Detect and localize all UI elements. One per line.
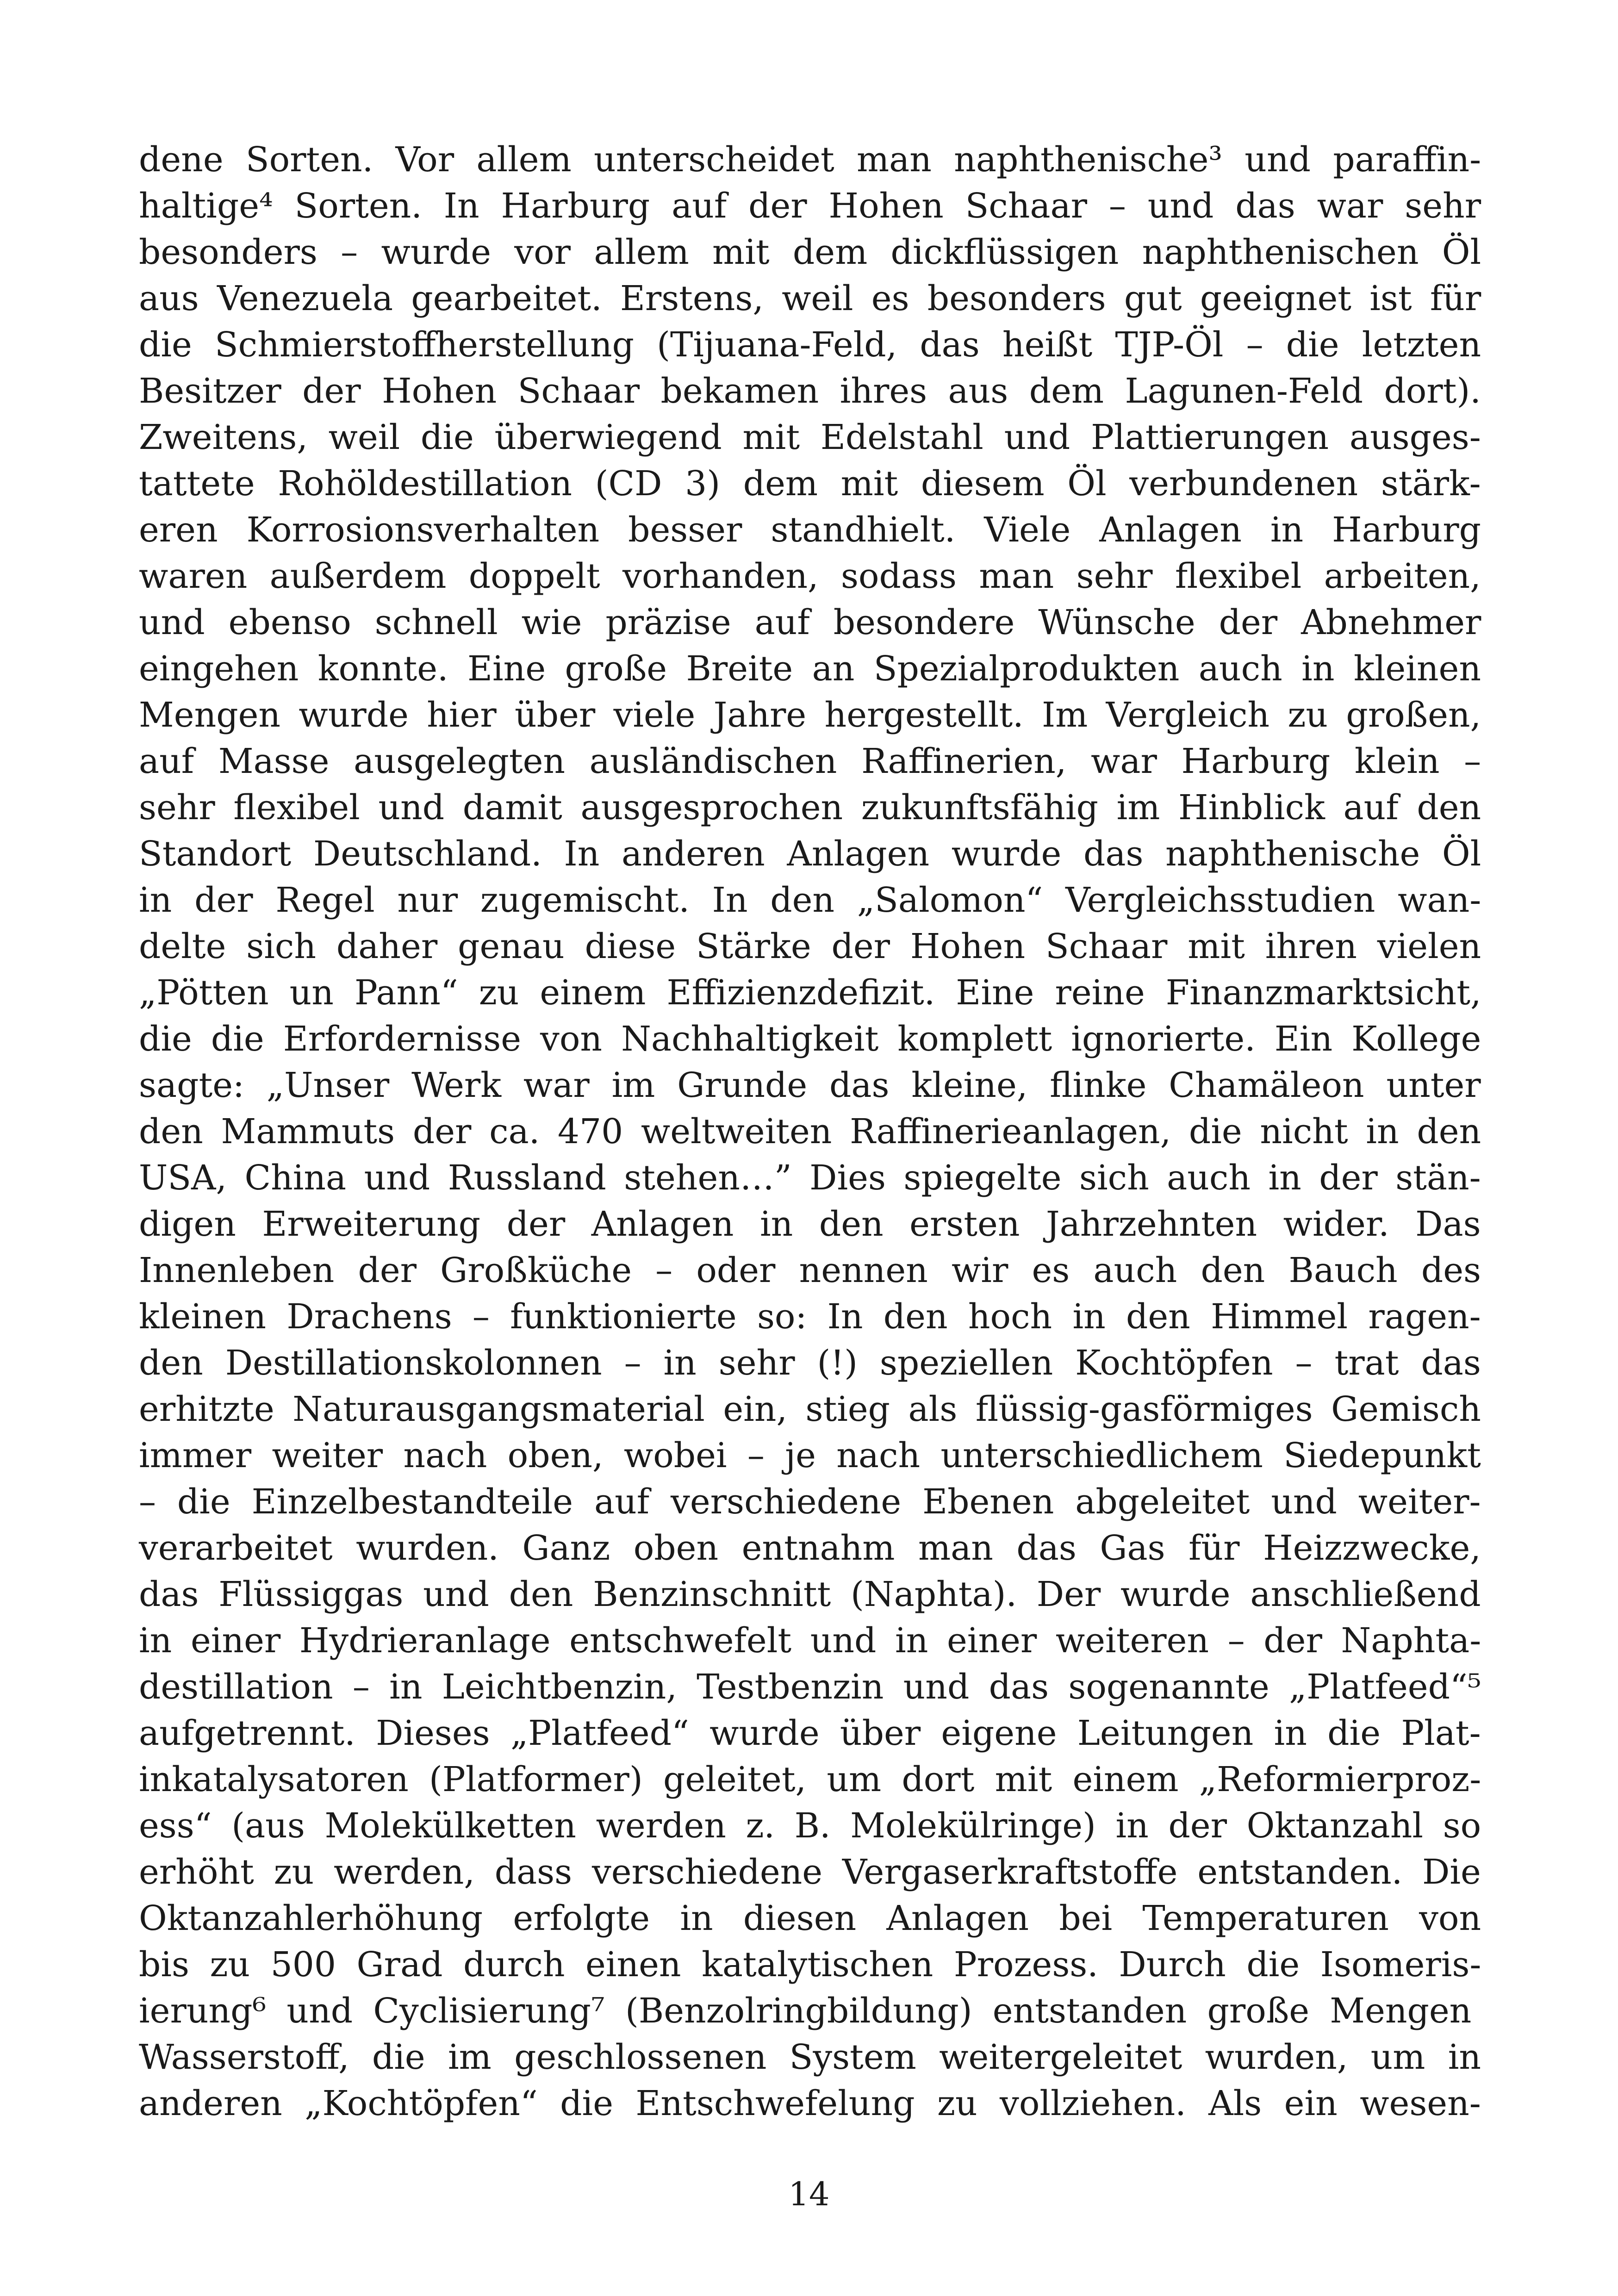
text-line: waren außerdem doppelt vorhanden, sodass man sehr flexibel arbeiten, [139,556,1481,596]
text-line: digen Erweiterung der Anlagen in den ersten Jahrzehnten wider. Das [139,1204,1481,1244]
text-line: den Destillationskolonnen – in sehr (!) speziellen Kochtöpfen – trat das [139,1343,1481,1383]
text-line: Mengen wurde hier über viele Jahre hergestellt. Im Vergleich zu großen, [139,695,1481,735]
text-line: immer weiter nach oben, wobei – je nach unterschiedlichem Siedepunkt [139,1436,1481,1475]
text-line: Wasserstoff, die im geschlossenen System weitergeleitet wurden, um in [139,2037,1481,2077]
text-line: erhöht zu werden, dass verschiedene Vergaserkraftstoffe entstanden. Die [139,1852,1481,1892]
text-line: Innenleben der Großküche – oder nennen wir es auch den Bauch des [139,1251,1481,1290]
text-line: Standort Deutschland. In anderen Anlagen wurde das naphthenische Öl [139,834,1481,874]
text-line: die die Erfordernisse von Nachhaltigkeit komplett ignorierte. Ein Kollege [139,1019,1481,1059]
page-number: 14 [788,2175,830,2213]
text-line: in der Regel nur zugemischt. In den „Salomon“ Vergleichsstudien wan- [139,880,1481,920]
text-line: den Mammuts der ca. 470 weltweiten Raffinerieanlagen, die nicht in den [139,1112,1481,1151]
text-line: auf Masse ausgelegten ausländischen Raffinerien, war Harburg klein – [139,741,1481,781]
text-line: destillation – in Leichtbenzin, Testbenzin und das sogenannte „Platfeed“⁵ [139,1667,1481,1707]
text-line: eren Korrosionsverhalten besser standhielt. Viele Anlagen in Harburg [139,510,1481,550]
text-line: bis zu 500 Grad durch einen katalytischen Prozess. Durch die Isomeris- [139,1945,1481,1985]
text-line: ess“ (aus Molekülketten werden z. B. Molekülringe) in der Oktanzahl so [139,1806,1481,1846]
text-line: eingehen konnte. Eine große Breite an Spezialprodukten auch in kleinen [139,649,1481,689]
text-line: delte sich daher genau diese Stärke der Hohen Schaar mit ihren vielen [139,927,1481,966]
text-line: kleinen Drachens – funktionierte so: In den hoch in den Himmel ragen- [139,1297,1481,1337]
text-line: anderen „Kochtöpfen“ die Entschwefelung zu vollziehen. Als ein wesen- [139,2084,1481,2123]
text-line: sehr flexibel und damit ausgesprochen zukunftsfähig im Hinblick auf den [139,788,1481,828]
text-line: tattete Rohöldestillation (CD 3) dem mit diesem Öl verbundenen stärk- [139,464,1481,504]
text-line: USA, China und Russland stehen…” Dies spiegelte sich auch in der stän- [139,1158,1481,1198]
body-text [139,137,1481,2127]
text-line: aus Venezuela gearbeitet. Erstens, weil es besonders gut geeignet ist für [139,279,1481,318]
text-line: „Pötten un Pann“ zu einem Effizienzdefizit. Eine reine Finanzmarktsicht, [139,973,1481,1013]
text-line: Oktanzahlerhöhung erfolgte in diesen Anlagen bei Temperaturen von [139,1898,1481,1938]
text-line: Zweitens, weil die überwiegend mit Edelstahl und Plattierungen ausges- [139,417,1481,457]
text-line: verarbeitet wurden. Ganz oben entnahm man das Gas für Heizzwecke, [139,1528,1481,1568]
text-line: in einer Hydrieranlage entschwefelt und in einer weiteren – der Naphta- [139,1621,1481,1661]
text-line: und ebenso schnell wie präzise auf besondere Wünsche der Abnehmer [139,603,1481,642]
text-line: die Schmierstoffherstellung (Tijuana-Feld, das heißt TJP-Öl – die letzten [139,325,1481,365]
text-line: ierung⁶ und Cyclisierung⁷ (Benzolringbildung) entstanden große Mengen [139,1991,1472,2031]
text-line: erhitzte Naturausgangsmaterial ein, stieg als flüssig-gasförmiges Gemisch [139,1389,1481,1429]
text-line: Besitzer der Hohen Schaar bekamen ihres aus dem Lagunen-Feld dort). [139,371,1481,411]
text-line: dene Sorten. Vor allem unterscheidet man naphthenische³ und paraffin- [139,140,1481,180]
text-line: aufgetrennt. Dieses „Platfeed“ wurde über eigene Leitungen in die Plat- [139,1713,1481,1753]
text-line: besonders – wurde vor allem mit dem dickflüssigen naphthenischen Öl [139,232,1481,272]
text-line: sagte: „Unser Werk war im Grunde das kleine, flinke Chamäleon unter [139,1065,1481,1105]
text-line: haltige⁴ Sorten. In Harburg auf der Hohen Schaar – und das war sehr [139,186,1481,226]
text-line: – die Einzelbestandteile auf verschiedene Ebenen abgeleitet und weiter- [139,1482,1481,1522]
text-line: inkatalysatoren (Platformer) geleitet, um dort mit einem „Reformierproz- [139,1760,1481,1799]
text-line: das Flüssiggas und den Benzinschnitt (Naphta). Der wurde anschließend [139,1574,1481,1614]
